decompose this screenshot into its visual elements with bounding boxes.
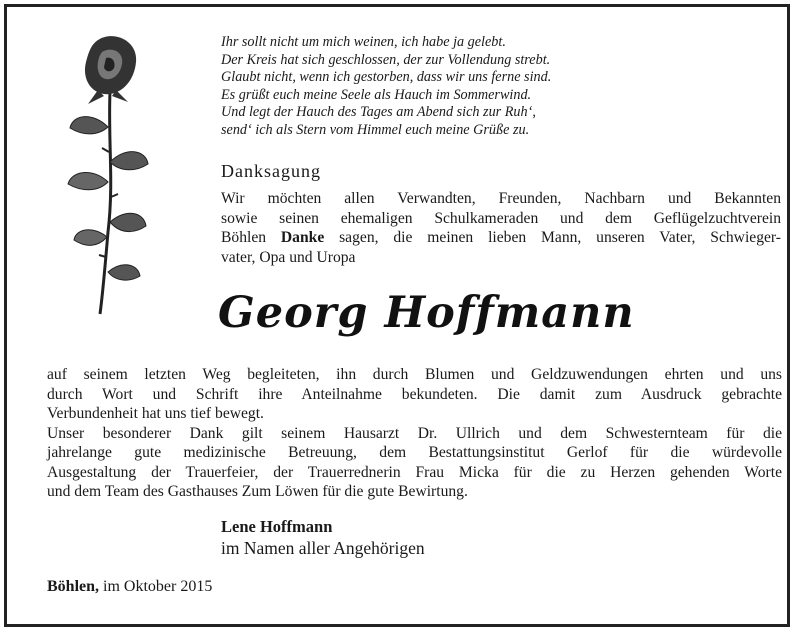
thanks-title: Danksagung — [221, 161, 321, 181]
thanks-line: sowie seinen ehemaligen Schulkameraden und dem Geflügelzuchtverein — [221, 209, 781, 227]
place-date — [47, 578, 212, 596]
thanks-line: vater, Opa und Uropa — [221, 248, 356, 266]
thanks-text — [221, 189, 781, 267]
poem — [221, 34, 721, 139]
poem-line: Ihr sollt nicht um mich weinen, ich habe ja gelebt. — [221, 34, 506, 50]
poem-line: send‘ ich als Stern vom Himmel euch meine Grüße zu. — [221, 121, 530, 138]
thanks-emphasis: Danke — [280, 229, 325, 246]
place: Böhlen, — [47, 578, 100, 595]
body-line: Unser besonderer Dank gilt seinem Hausarzt Dr. Ullrich und dem Schwesternteam für die — [47, 424, 782, 442]
body-line: Ausgestaltung der Trauerfeier, der Trauerrednerin Frau Micka für die zu Herzen gehenden Worte — [47, 463, 782, 481]
rose-illustration — [58, 32, 158, 317]
thanks-line — [221, 228, 781, 248]
poem-line: Es grüßt euch meine Seele als Hauch im Sommerwind. — [221, 86, 532, 103]
poem-line: Glaubt nicht, wenn ich gestorben, dass wir uns ferne sind. — [221, 69, 552, 85]
body-line: auf seinem letzten Weg begleiteten, ihn durch Blumen und Geldzuwendungen ehrten und uns — [47, 366, 782, 383]
thanks-line-part: sagen, die meinen lieben Mann, unseren Vater, Schwieger- — [324, 229, 781, 246]
body-line: Verbundenheit hat uns tief bewegt. — [47, 405, 264, 422]
body-line: durch Wort und Schrift ihre Anteilnahme bekundeten. Die damit zum Ausdruck gebrachte — [47, 385, 782, 403]
body-line: jahrelange gute medizinische Betreuung, dem Bestattungsinstitut Gerlof für die würdevolle — [47, 444, 782, 461]
signature-name: Lene Hoffmann — [221, 517, 333, 536]
thanks-line-part: Böhlen — [221, 229, 281, 246]
thanks-line: Wir möchten allen Verwandten, Freunden, Nachbarn und Bekannten — [221, 190, 781, 207]
body-text — [47, 365, 782, 502]
poem-line: Und legt der Hauch des Tages am Abend sich zur Ruh‘, — [221, 104, 536, 120]
deceased-name: Georg Hoffmann — [218, 288, 635, 338]
poem-line: Der Kreis hat sich geschlossen, der zur Vollendung strebt. — [221, 51, 551, 68]
date: im Oktober 2015 — [99, 578, 213, 595]
body-line: und dem Team des Gasthauses Zum Löwen für die gute Bewirtung. — [47, 483, 468, 500]
signature-subtitle: im Namen aller Angehörigen — [221, 538, 425, 558]
